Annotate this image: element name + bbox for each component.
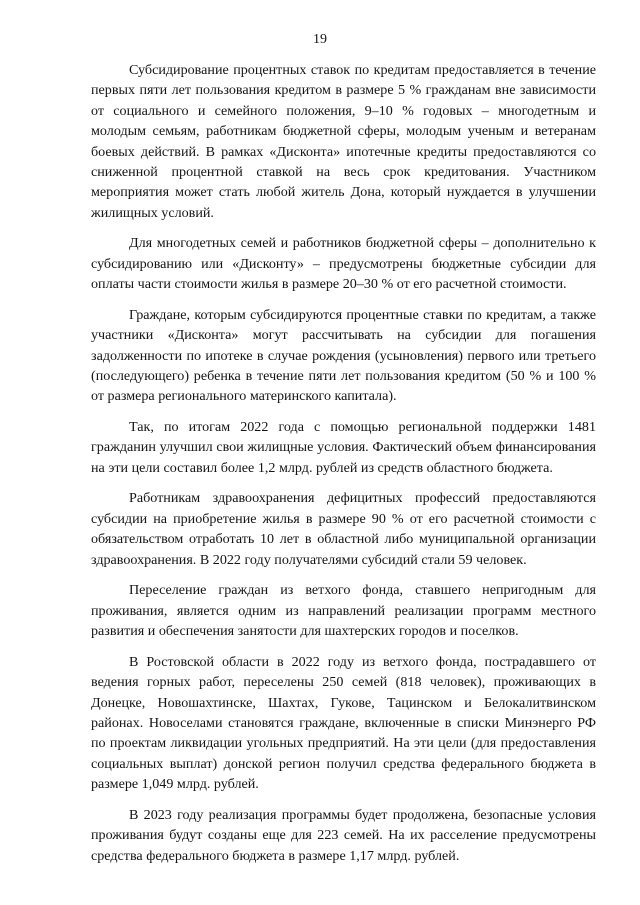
paragraph-2023-plans: В 2023 году реализация программы будет продолжена, безопасные условия проживания будут созданы еще для 223 семей. На их расселение предусмотрены средства федерального бюджета в размере 1,17 млрд. рублей. [91,806,596,864]
paragraph-large-families-subsidies: Для многодетных семей и работников бюджетной сферы – дополнительно к субсидированию или «Дисконту» – предусмотрены бюджетные субсидии для оплаты части стоимости жилья в размере 20–30 % от его расчетной стоимости. [91,235,596,293]
paragraph-healthcare-workers: Работникам здравоохранения дефицитных профессий предоставляются субсидии на приобретение жилья в размере 90 % от его расчетной стоимости с обязательством отработать 10 лет в областной либо муниципальной организации здравоохранения. В 2022 году получателями субсидий стали 59 человек. [91,490,596,568]
paragraph-childbirth-debt-repayment: Граждане, которым субсидируются процентные ставки по кредитам, а также участники «Дисконта» могут рассчитывать на субсидии для погашения задолженности по ипотеке в случае рождения (усыновления) первого или третьего (последующего) ребенка в течение пяти лет пользования кредитом (50 % и 100 % от размера регионального материнского капитала). [91,306,596,405]
paragraph-rostov-resettlement: В Ростовской области в 2022 году из ветхого фонда, пострадавшего от ведения горных работ, переселены 250 семей (818 человек), проживающих в Донецке, Новошахтинске, Шахтах, Гукове, Тацинском и Белокалитвинском районах. Новоселами становятся граждане, включенные в списки Минэнерго РФ по проектам ликвидации угольных предприятий. На эти цели (для предоставления социальных выплат) донской регион получил средства федерального бюджета в размере 1,049 млрд. рублей. [91,653,596,793]
page-number: 19 [313,32,327,47]
paragraph-mortgage-subsidies: Субсидирование процентных ставок по кредитам предоставляется в течение первых пяти лет пользования кредитом в размере 5 % гражданам вне зависимости от социального и семейного положения, 9–10 % годовых – многодетным и молодым семьям, работникам бюджетной сферы, молодым ученым и ветеранам боевых действий. В рамках «Дисконта» ипотечные кредиты предоставляются со сниженной процентной ставкой на весь срок кредитования. Участником мероприятия может стать любой житель Дона, который нуждается в улучшении жилищных условий. [91,62,596,221]
paragraph-dilapidated-housing: Переселение граждан из ветхого фонда, ставшего непригодным для проживания, является одним из направлений реализации программ местного развития и обеспечения занятости для шахтерских городов и поселков. [91,582,596,640]
body-text [91,60,596,876]
paragraph-2022-results: Так, по итогам 2022 года с помощью региональной поддержки 1481 гражданин улучшил свои жилищные условия. Фактический объем финансирования на эти цели составил более 1,2 млрд. рублей из средств областного бюджета. [91,419,596,476]
